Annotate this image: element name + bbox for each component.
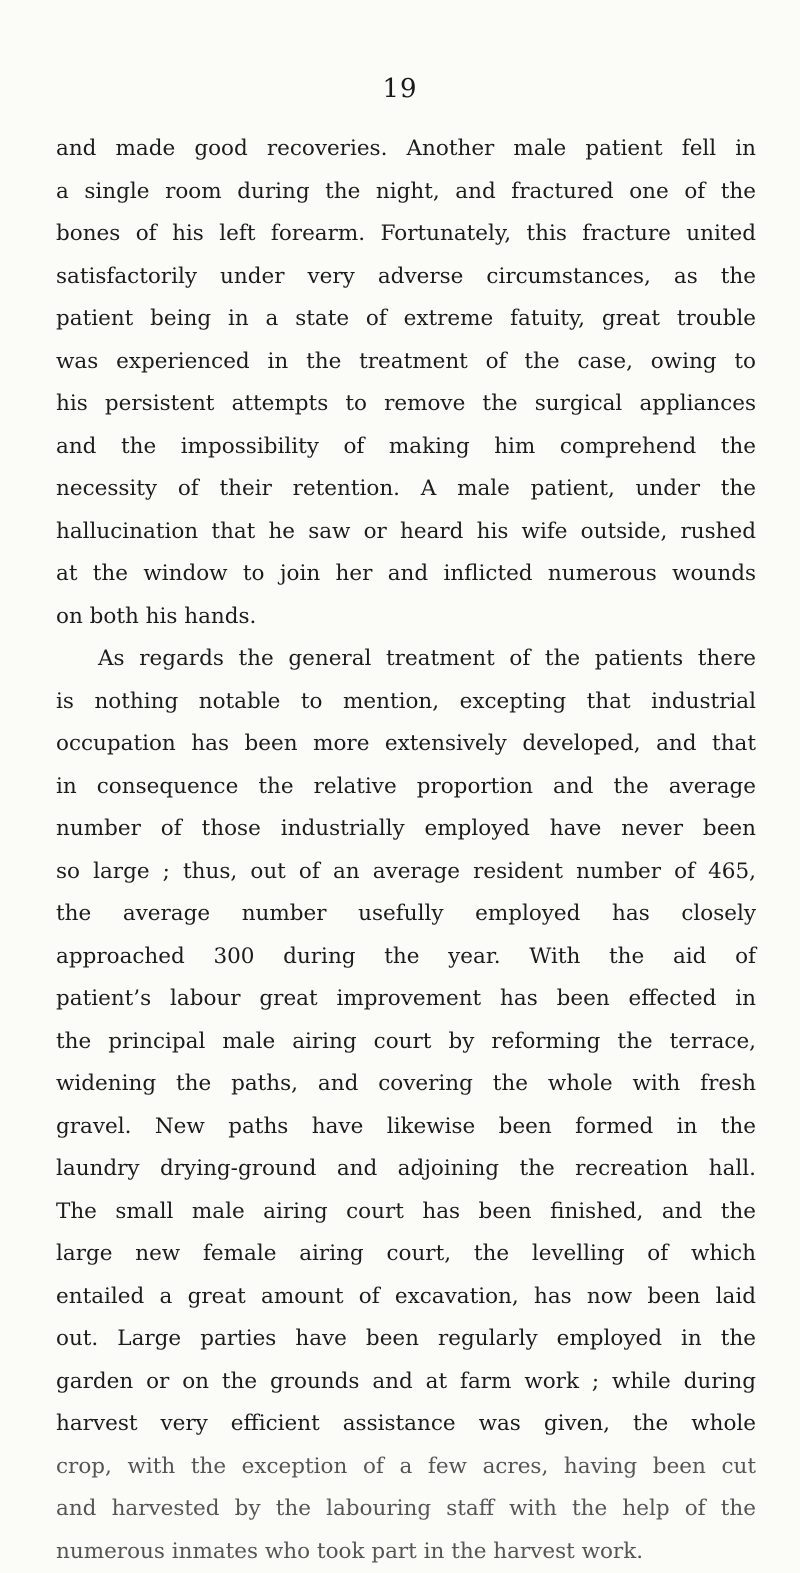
text-line: entailed a great amount of excavation, has now been laid (56, 1276, 756, 1319)
text-line: so large ; thus, out of an average resident number of 465, (56, 851, 756, 894)
text-line: harvest very efficient assistance was given, the whole (56, 1403, 756, 1446)
text-line: large new female airing court, the levelling of which (56, 1233, 756, 1276)
text-line: patient’s labour great improvement has been effected in (56, 978, 756, 1021)
text-line: bones of his left forearm. Fortunately, this fracture united (56, 213, 756, 256)
text-line: a single room during the night, and fractured one of the (56, 171, 756, 214)
text-line: and the impossibility of making him comprehend the (56, 426, 756, 469)
text-line: satisfactorily under very adverse circumstances, as the (56, 256, 756, 299)
text-line: patient being in a state of extreme fatuity, great trouble (56, 298, 756, 341)
body-text (56, 128, 756, 1573)
text-line: on both his hands. (56, 596, 756, 639)
text-line: at the window to join her and inflicted numerous wounds (56, 553, 756, 596)
text-line: The small male airing court has been finished, and the (56, 1191, 756, 1234)
text-line: out. Large parties have been regularly employed in the (56, 1318, 756, 1361)
text-line: widening the paths, and covering the whole with fresh (56, 1063, 756, 1106)
text-line: crop, with the exception of a few acres, having been cut (56, 1446, 756, 1489)
text-line: occupation has been more extensively developed, and that (56, 723, 756, 766)
text-line: number of those industrially employed have never been (56, 808, 756, 851)
text-line: is nothing notable to mention, excepting that industrial (56, 681, 756, 724)
text-line: and made good recoveries. Another male patient fell in (56, 128, 756, 171)
text-line: gravel. New paths have likewise been formed in the (56, 1106, 756, 1149)
text-line: laundry drying-ground and adjoining the recreation hall. (56, 1148, 756, 1191)
text-line: necessity of their retention. A male patient, under the (56, 468, 756, 511)
text-line: garden or on the grounds and at farm work ; while during (56, 1361, 756, 1404)
text-line: numerous inmates who took part in the harvest work. (56, 1531, 756, 1573)
text-line: the principal male airing court by reforming the terrace, (56, 1021, 756, 1064)
text-line: was experienced in the treatment of the case, owing to (56, 341, 756, 384)
text-line: the average number usefully employed has closely (56, 893, 756, 936)
text-line: his persistent attempts to remove the surgical appliances (56, 383, 756, 426)
text-line: in consequence the relative proportion and the average (56, 766, 756, 809)
page-number: 19 (0, 74, 800, 104)
paragraph-start-line: As regards the general treatment of the patients there (56, 638, 756, 681)
text-line: approached 300 during the year. With the aid of (56, 936, 756, 979)
text-line: and harvested by the labouring staff with the help of the (56, 1488, 756, 1531)
text-line: hallucination that he saw or heard his wife outside, rushed (56, 511, 756, 554)
